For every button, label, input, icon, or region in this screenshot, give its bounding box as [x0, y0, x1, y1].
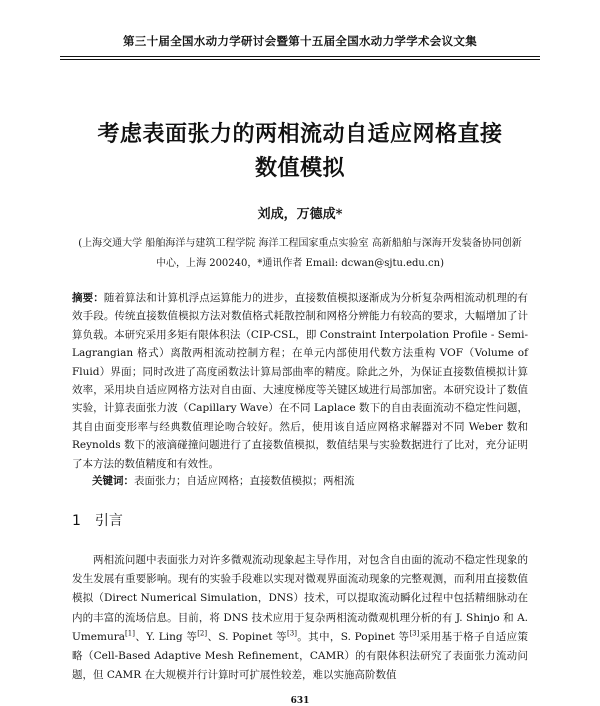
- header-rule: [60, 56, 540, 57]
- header-rule-thin: [60, 59, 540, 60]
- body-text-run: 、S. Popinet 等: [207, 630, 288, 643]
- keywords-text: 表面张力；自适应网格；直接数值模拟；两相流: [134, 475, 355, 487]
- keywords-label: 关键词：: [92, 475, 134, 487]
- page-number: 631: [290, 696, 310, 706]
- abstract: [72, 289, 528, 473]
- paper-title: [60, 118, 540, 186]
- section-number: 1: [72, 513, 81, 529]
- keywords: [92, 472, 528, 490]
- affiliation: [64, 234, 536, 274]
- affiliation-line-2: 中心，上海 200240，*通讯作者 Email: dcwan@sjtu.edu.cn): [156, 258, 444, 269]
- body-text-run: 、Y. Ling 等: [134, 630, 198, 643]
- affiliation-line-1: (上海交通大学 船舶海洋与建筑工程学院 海洋工程国家重点实验室 高新船舶与深海开发装备协同创新: [78, 238, 522, 249]
- abstract-label: 摘要：: [72, 292, 104, 304]
- citation: [2]: [197, 629, 208, 638]
- running-header: 第三十届全国水动力学研讨会暨第十五届全国水动力学学术会议文集: [123, 34, 477, 48]
- title-line-2: 数值模拟: [254, 156, 345, 181]
- citation: [1]: [125, 629, 135, 638]
- title-line-1: 考虑表面张力的两相流动自适应网格直接: [97, 122, 503, 147]
- citation: [3]: [409, 629, 420, 638]
- body-text-run: 两相流问题中表面张力对许多微观流动现象起主导作用，对包含自由面的流动不稳定性现象的发生发展有重要影响。现有的实验手段难以实现对微观界面流动现象的完整观测，而利用直接数值模拟（Direct Numerical Simulation，DNS）技术，可以提取流动瞬化过程中包括精细脉动在内的丰富的流场信息。目前，将 DNS 技术应用于复杂两相流动微观机理分析的有 J. Shinjo 和 A. Umemura: [72, 554, 528, 643]
- section-title: 引言: [94, 513, 123, 529]
- body-text: [72, 551, 528, 685]
- body-text-run: 采用基于格子自适应策略（Cell-Based Adaptive Mesh Refinement，CAMR）的有限体积法研究了表面张力流动问题，但 CAMR 在大规模并行计算时可扩展性较差，难以实施高阶数值: [72, 630, 529, 682]
- abstract-text: 随着算法和计算机浮点运算能力的进步，直接数值模拟逐渐成为分析复杂两相流动机理的有效手段。传统直接数值模拟方法对数值格式耗散控制和网格分辨能力有较高的要求，大幅增加了计算负载。本研究采用多矩有限体积法（CIP-CSL，即 Constraint Interpolation Profile - Semi-Lagrangian 格式）离散两相流动控制方程；在单元内部使用代数方法重构 VOF（Volume of Fluid）界面；同时改进了高度函数法计算局部曲率的精度。除此之外，为保证直接数值模拟计算效率，采用块自适应网格方法对自由面、大速度梯度等关键区域进行局部加密。本研究设计了数值实验，计算表面张力波（Capillary Wave）在不同 Laplace 数下的自由表面流动不稳定性问题，其自由面变形率与经典数值理论吻合较好。然后，使用该自适应网格求解器对不同 Weber 数和 Reynolds 数下的液滴碰撞问题进行了直接数值模拟，数值结果与实验数据进行了比对，充分证明了本方法的数值精度和有效性。: [72, 292, 529, 470]
- body-text-run: 。其中，S. Popinet 等: [296, 630, 410, 643]
- authors: 刘成，万德成*: [257, 207, 343, 222]
- section-heading: [72, 510, 123, 530]
- paragraph: [72, 551, 528, 685]
- citation: [3]: [287, 629, 297, 638]
